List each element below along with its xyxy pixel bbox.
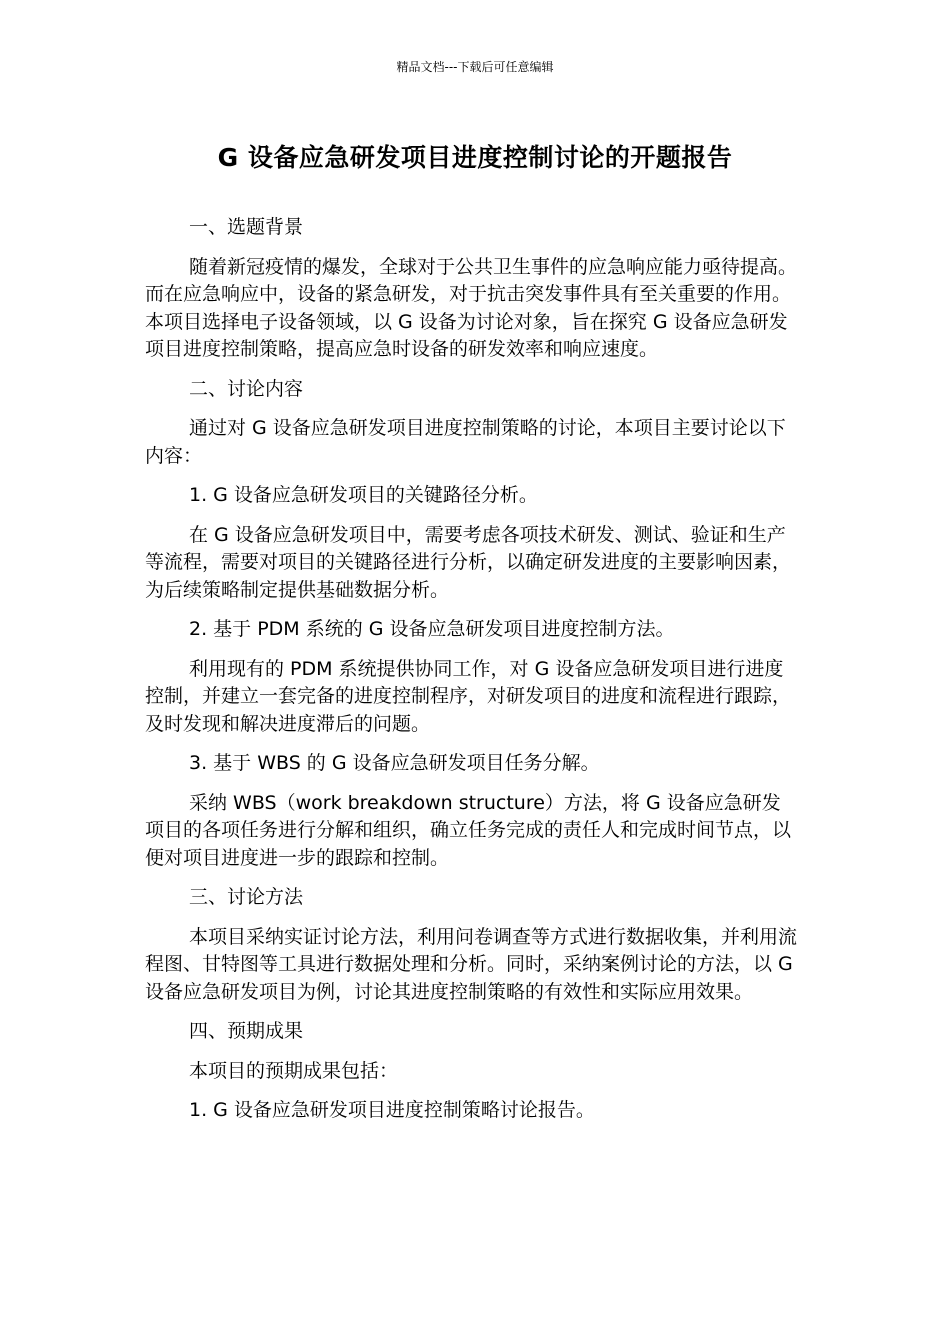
outcome-item-1: 1. G 设备应急研发项目进度控制策略讨论报告。 <box>189 1099 595 1121</box>
paragraph-critical-path: 在 G 设备应急研发项目中，需要考虑各项技术研发、测试、验证和生产等流程，需要对项目的关键路径进行分析，以确定研发进度的主要影响因素，为后续策略制定提供基础数据分析。 <box>145 523 792 601</box>
list-item-1: 1. G 设备应急研发项目的关键路径分析。 <box>189 484 538 506</box>
list-item-3: 3. 基于 WBS 的 G 设备应急研发项目任务分解。 <box>189 752 600 774</box>
section-heading-method: 三、讨论方法 <box>189 886 304 908</box>
page-header: 精品文档---下载后可任意编辑 <box>396 60 554 74</box>
paragraph-background: 随着新冠疫情的爆发，全球对于公共卫生事件的应急响应能力亟待提高。而在应急响应中，设备的紧急研发，对于抗击突发事件具有至关重要的作用。本项目选择电子设备领域，以 G 设备为讨论对象，旨在探究 G 设备应急研发项目进度控制策略，提高应急时设备的研发效率和响应速度。 <box>145 255 798 360</box>
paragraph-method: 本项目采纳实证讨论方法，利用问卷调查等方式进行数据收集，并利用流程图、甘特图等工具进行数据处理和分析。同时，采纳案例讨论的方法，以 G 设备应急研发项目为例，讨论其进度控制策略的有效性和实际应用效果。 <box>145 925 798 1003</box>
paragraph-wbs: 采纳 WBS（work breakdown structure）方法，将 G 设备应急研发项目的各项任务进行分解和组织，确立任务完成的责任人和完成时间节点，以便对项目进度进一步的跟踪和控制。 <box>145 791 792 869</box>
section-heading-background: 一、选题背景 <box>189 216 304 238</box>
paragraph-content-intro: 通过对 G 设备应急研发项目进度控制策略的讨论，本项目主要讨论以下内容： <box>145 417 786 467</box>
document-body <box>145 214 797 1137</box>
list-item-2: 2. 基于 PDM 系统的 G 设备应急研发项目进度控制方法。 <box>189 618 675 640</box>
document-title: G 设备应急研发项目进度控制讨论的开题报告 <box>217 143 733 172</box>
section-heading-outcomes: 四、预期成果 <box>189 1020 304 1042</box>
paragraph-outcomes-intro: 本项目的预期成果包括： <box>189 1059 399 1082</box>
paragraph-pdm: 利用现有的 PDM 系统提供协同工作，对 G 设备应急研发项目进行进度控制，并建立一套完备的进度控制程序，对研发项目的进度和流程进行跟踪，及时发现和解决进度滞后的问题。 <box>145 657 792 735</box>
section-heading-content: 二、讨论内容 <box>189 377 304 400</box>
